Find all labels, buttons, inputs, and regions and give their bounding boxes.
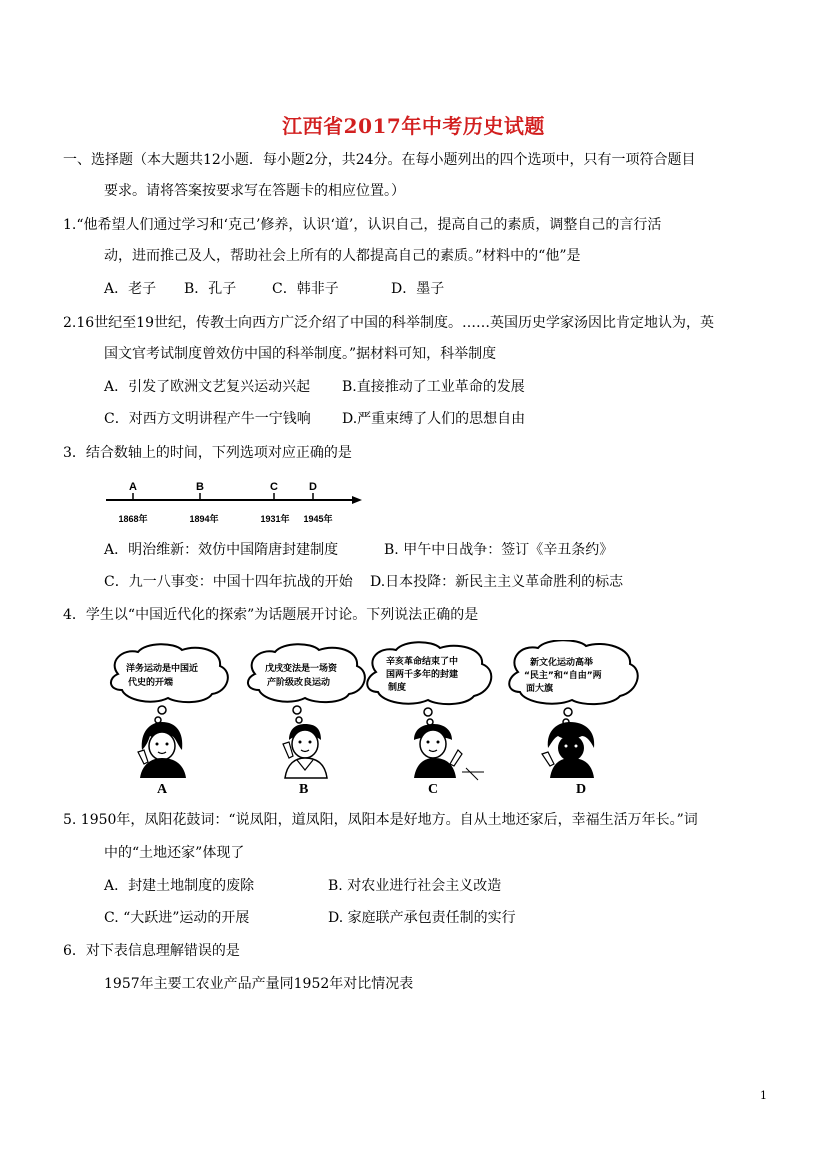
bubble-c-text-2: 国两千多年的封建 xyxy=(386,670,459,680)
question-3-option-d: D.日本投降：新民主主义革命胜利的标志 xyxy=(370,574,624,590)
question-5-option-a: A．封建土地制度的废除 xyxy=(104,878,255,894)
cartoon-b-label: B xyxy=(299,782,309,797)
cartoon-a-label: A xyxy=(157,782,168,797)
bubble-b-text-1: 戊戌变法是一场资 xyxy=(265,664,338,674)
question-2-option-b: B.直接推动了工业革命的发展 xyxy=(342,379,525,395)
question-3-option-c: C．九一八事变：中国十四年抗战的开始 xyxy=(104,574,353,590)
question-1-option-b: B．孔子 xyxy=(184,281,237,297)
cartoon-student-a xyxy=(104,640,254,800)
question-4-line-1: 4．学生以“中国近代化的探索”为话题展开讨论。下列说法正确的是 xyxy=(63,607,479,623)
question-2-line-2: 国文官考试制度曾效仿中国的科举制度。”据材料可知，科举制度 xyxy=(104,346,497,362)
bubble-a-text-2: 代史的开端 xyxy=(128,678,174,688)
question-5-option-c: C. “大跃进”运动的开展 xyxy=(104,910,250,926)
page-number: 1 xyxy=(760,1089,767,1102)
question-2-line-1: 2.16世纪至19世纪，传教士向西方广泛介绍了中国的科举制度。……英国历史学家汤因比肯定地认为，英 xyxy=(63,315,714,331)
question-1-line-2: 动，进而推己及人，帮助社会上所有的人都提高自己的素质。”材料中的“他”是 xyxy=(104,248,581,264)
section-instruction-line-1: 一、选择题（本大题共12小题．每小题2分，共24分。在每小题列出的四个选项中，只有一项符合题目 xyxy=(63,152,696,168)
bubble-d-text-1: 新文化运动高举 xyxy=(530,658,594,668)
timeline-year-2: 1894年 xyxy=(189,514,219,524)
question-3-line-1: 3．结合数轴上的时间，下列选项对应正确的是 xyxy=(63,445,352,461)
bubble-b-text-2: 产阶级改良运动 xyxy=(267,678,331,688)
timeline-year-3: 1931年 xyxy=(260,514,290,524)
question-5-option-b: B. 对农业进行社会主义改造 xyxy=(328,878,502,894)
cartoon-d-label: D xyxy=(576,782,587,797)
question-6-table-caption: 1957年主要工农业产品产量同1952年对比情况表 xyxy=(104,976,414,992)
bubble-d-text-3: 面大旗 xyxy=(526,684,554,694)
question-3-option-b: B. 甲午中日战争：签订《辛丑条约》 xyxy=(384,542,614,558)
timeline-letter-a: A xyxy=(129,481,137,493)
question-1-option-d: D．墨子 xyxy=(391,281,445,297)
timeline-figure xyxy=(100,476,365,528)
cartoon-student-c xyxy=(366,640,506,800)
question-2-option-c: C．对西方文明讲程产牛一宁钱响 xyxy=(104,411,311,427)
question-1-option-a: A．老子 xyxy=(104,281,157,297)
question-1-line-1: 1.“他希望人们通过学习和‘克己’修养，认识‘道’，认识自己，提高自己的素质，调整自己的言行活 xyxy=(63,217,662,233)
bubble-a-text-1: 洋务运动是中国近 xyxy=(126,664,199,674)
question-6-line-1: 6．对下表信息理解错误的是 xyxy=(63,943,240,959)
page-title: 江西省2017年中考历史试题 xyxy=(282,114,545,138)
bubble-c-text-1: 辛亥革命结束了中 xyxy=(386,657,459,667)
question-2-option-d: D.严重束缚了人们的思想自由 xyxy=(342,411,526,427)
timeline-year-4: 1945年 xyxy=(303,514,333,524)
timeline-letter-b: B xyxy=(196,481,204,493)
question-5-line-1: 5. 1950年，凤阳花鼓词：“说凤阳，道凤阳，凤阳本是好地方。自从土地还家后，幸福生活万年长。”词 xyxy=(63,812,698,828)
cartoon-student-b xyxy=(245,640,375,800)
cartoon-c-label: C xyxy=(428,782,439,797)
section-instruction-line-2: 要求。请将答案按要求写在答题卡的相应位置。） xyxy=(104,183,405,199)
timeline-year-1: 1868年 xyxy=(118,514,148,524)
question-5-option-d: D. 家庭联产承包责任制的实行 xyxy=(328,910,516,926)
bubble-c-text-3: 制度 xyxy=(388,683,407,693)
bubble-d-text-2: “民主”和“自由”两 xyxy=(524,671,602,681)
question-5-line-2: 中的“土地还家”体现了 xyxy=(104,845,245,861)
timeline-letter-c: C xyxy=(270,481,278,493)
timeline-letter-d: D xyxy=(309,481,317,493)
question-2-option-a: A．引发了欧洲文艺复兴运动兴起 xyxy=(104,379,311,395)
cartoon-student-d xyxy=(508,640,648,800)
question-1-option-c: C．韩非子 xyxy=(272,281,339,297)
question-3-option-a: A．明治维新：效仿中国隋唐封建制度 xyxy=(104,542,339,558)
